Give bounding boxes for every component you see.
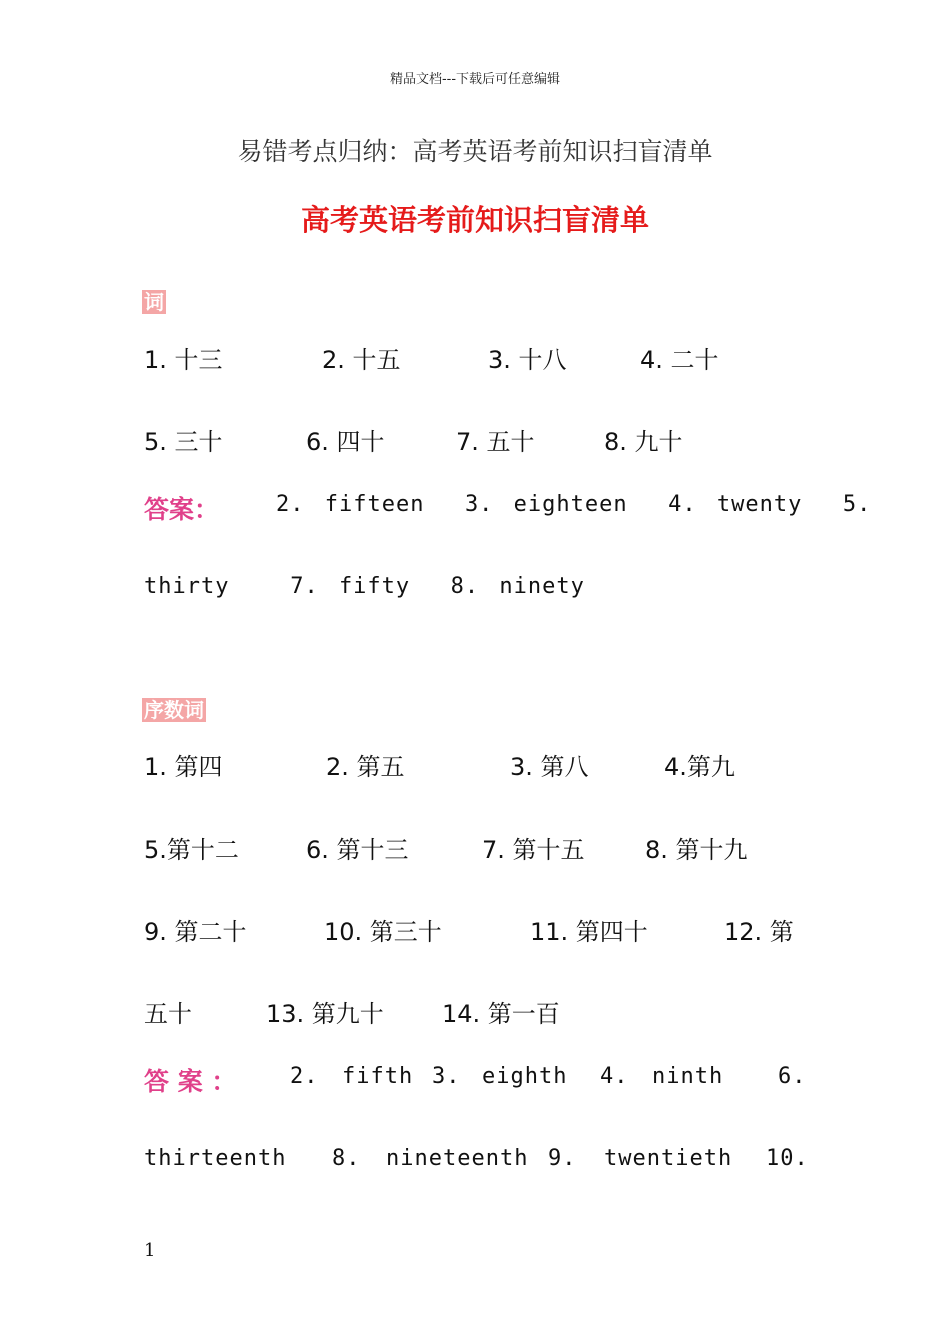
- ordinal-item-9: 9. 第二十: [144, 918, 247, 946]
- ordinal-item-3: 3. 第八: [510, 753, 589, 781]
- ordinal-item-12-cont: 五十: [144, 1000, 192, 1028]
- cardinal-item-1: 1. 十三: [144, 346, 223, 374]
- answer-label-ordinal: 答 案 ：: [144, 1067, 237, 1096]
- answer-ordinal-eighth: eighth: [482, 1064, 568, 1089]
- cardinal-item-2: 2. 十五: [322, 346, 401, 374]
- ordinal-item-12: 12. 第: [724, 918, 794, 946]
- answer-ordinal-nineteenth: nineteenth: [386, 1146, 529, 1171]
- ordinal-item-10: 10. 第三十: [324, 918, 442, 946]
- answer-ordinal-ninth: ninth: [652, 1064, 724, 1089]
- cardinal-item-5: 5. 三十: [144, 428, 223, 456]
- ordinal-item-5: 5.第十二: [144, 836, 239, 864]
- cardinal-item-8: 8. 九十: [604, 428, 683, 456]
- ordinal-item-4: 4.第九: [664, 753, 735, 781]
- section-label-cardinal: 词: [144, 290, 164, 314]
- answer-ordinal-fifth: fifth: [342, 1064, 414, 1089]
- answer-line-cardinal-1: 2. fifteen 3. eighteen 4. twenty 5.: [276, 492, 872, 517]
- ordinal-item-13: 13. 第九十: [266, 1000, 384, 1028]
- answer-ordinal-num-8: 8.: [332, 1146, 361, 1171]
- ordinal-item-2: 2. 第五: [326, 753, 405, 781]
- answer-ordinal-num-2: 2.: [290, 1064, 319, 1089]
- cardinal-item-4: 4. 二十: [640, 346, 719, 374]
- ordinal-item-7: 7. 第十五: [482, 836, 585, 864]
- page-number: 1: [144, 1240, 156, 1261]
- answer-ordinal-num-3: 3.: [432, 1064, 461, 1089]
- ordinal-item-14: 14. 第一百: [442, 1000, 560, 1028]
- ordinal-item-8: 8. 第十九: [645, 836, 748, 864]
- answer-ordinal-num-4: 4.: [600, 1064, 629, 1089]
- ordinal-item-6: 6. 第十三: [306, 836, 409, 864]
- cardinal-item-3: 3. 十八: [488, 346, 567, 374]
- section-label-ordinal: 序数词: [144, 698, 204, 722]
- document-title: 易错考点归纳：高考英语考前知识扫盲清单: [237, 137, 713, 166]
- main-title: 高考英语考前知识扫盲清单: [300, 203, 649, 237]
- answer-ordinal-thirteenth: thirteenth: [144, 1146, 287, 1171]
- page-header: 精品文档---下载后可任意编辑: [389, 72, 561, 87]
- answer-ordinal-num-10: 10.: [766, 1146, 809, 1171]
- answer-ordinal-num-6: 6.: [778, 1064, 807, 1089]
- ordinal-item-1: 1. 第四: [144, 753, 223, 781]
- ordinal-item-11: 11. 第四十: [530, 918, 648, 946]
- answer-label-cardinal: 答案：: [144, 495, 220, 524]
- cardinal-item-7: 7. 五十: [456, 428, 535, 456]
- answer-ordinal-num-9: 9.: [548, 1146, 577, 1171]
- answer-ordinal-twentieth: twentieth: [604, 1146, 733, 1171]
- cardinal-item-6: 6. 四十: [306, 428, 385, 456]
- answer-line-cardinal-2: thirty 7. fifty 8. ninety: [144, 574, 585, 599]
